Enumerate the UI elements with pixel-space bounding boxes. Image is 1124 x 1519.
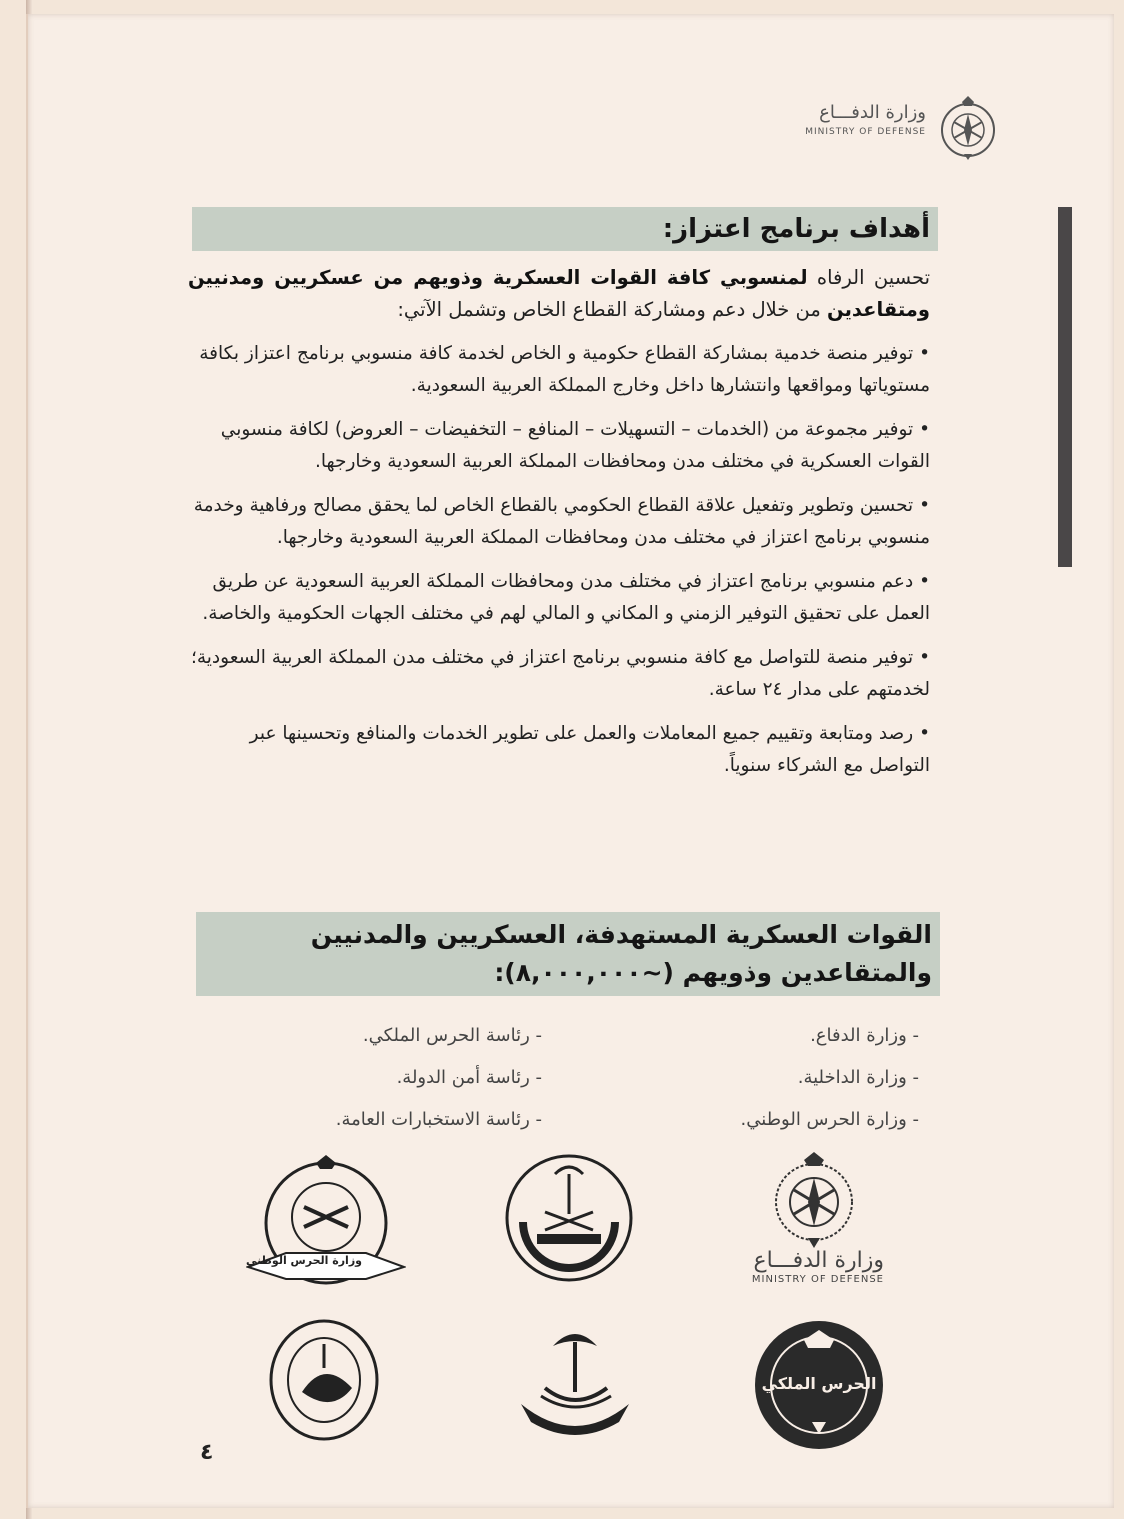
goal-item: • توفير منصة للتواصل مع كافة منسوبي برنامج اعتزاز في مختلف مدن المملكة العربية السعودية؛ لخدمتهم على مدار ٢٤ ساعة.	[188, 642, 930, 706]
entity-item: - رئاسة الحرس الملكي.	[242, 1015, 542, 1057]
section-goals-heading	[192, 207, 938, 251]
goal-item: • دعم منسوبي برنامج اعتزاز في مختلف مدن ومحافظات المملكة العربية السعودية عن طريق العمل على تحقيق التوفير الزمني و المكاني و المالي لهم في مختلف الجهات الحكومية والخاصة.	[188, 566, 930, 630]
entity-item: - وزارة الحرس الوطني.	[619, 1099, 919, 1141]
general-intelligence-logo	[268, 1318, 380, 1442]
royal-guard-logo-text: الحرس الملكي	[761, 1374, 877, 1393]
ministry-of-defense-logo	[748, 1150, 898, 1290]
goal-item: • توفير مجموعة من (الخدمات – التسهيلات – المنافع – التخفيضات – العروض) لكافة منسوبي القوات العسكرية في مختلف مدن ومحافظات المملكة العربية السعودية وخارجها.	[188, 414, 930, 478]
page-number: ٤	[200, 1440, 214, 1465]
mod-logo-english: MINISTRY OF DEFENSE	[751, 1274, 884, 1285]
ministry-of-defense-emblem-icon	[748, 1150, 898, 1250]
entity-item: - رئاسة الاستخبارات العامة.	[242, 1099, 542, 1141]
state-security-logo	[515, 1322, 635, 1442]
target-forces-title-line2: والمتقاعدين وذويهم (~٨,٠٠٠,٠٠٠):	[494, 958, 932, 987]
header-ministry-arabic: وزارة الدفـــاع	[819, 102, 926, 123]
header-logo	[804, 92, 1004, 172]
general-intelligence-emblem-icon	[268, 1318, 380, 1442]
national-guard-logo-text: وزارة الحرس الوطني	[245, 1254, 362, 1267]
interior-emblem-icon	[503, 1152, 635, 1284]
intro-text-1: تحسين الرفاه	[807, 266, 931, 289]
goal-item: • توفير منصة خدمية بمشاركة القطاع حكومية و الخاص لخدمة كافة منسوبي برنامج اعتزاز بكافة مستوياتها ومواقعها وانتشارها داخل وخارج المملكة العربية السعودية.	[188, 338, 930, 402]
entities-presidencies-list	[242, 1015, 542, 1141]
palm-swords-emblem-icon	[515, 1322, 635, 1442]
goals-intro-paragraph	[188, 262, 930, 326]
side-accent-bar	[1058, 207, 1072, 567]
royal-guard-logo	[752, 1318, 886, 1452]
goals-list	[188, 338, 930, 794]
entity-item: - وزارة الدفاع.	[619, 1015, 919, 1057]
section-target-forces-heading	[196, 912, 940, 996]
section-goals-title: أهداف برنامج اعتزاز:	[662, 214, 930, 244]
ministry-of-interior-logo	[503, 1152, 635, 1284]
mod-logo-arabic: وزارة الدفـــاع	[753, 1248, 884, 1273]
entities-ministries-list	[619, 1015, 919, 1141]
entity-item: - وزارة الداخلية.	[619, 1057, 919, 1099]
goal-item: • رصد ومتابعة وتقييم جميع المعاملات والعمل على تطوير الخدمات والمنافع وتحسينها عبر التواصل مع الشركاء سنوياً.	[188, 718, 930, 782]
national-guard-emblem-icon	[246, 1155, 406, 1290]
intro-bold-text: لمنسوبي كافة القوات العسكرية وذويهم من عسكريين ومدنيين ومتقاعدين	[188, 266, 930, 321]
entity-item: - رئاسة أمن الدولة.	[242, 1057, 542, 1099]
goal-item: • تحسين وتطوير وتفعيل علاقة القطاع الحكومي بالقطاع الخاص لما يحقق مصالح ورفاهية وخدمة منسوبي برنامج اعتزاز في مختلف مدن ومحافظات المملكة العربية السعودية وخارجها.	[188, 490, 930, 554]
header-ministry-english: MINISTRY OF DEFENSE	[805, 127, 926, 137]
target-forces-title-line1: القوات العسكرية المستهدفة، العسكريين والمدنيين	[310, 920, 932, 949]
ministry-of-defense-emblem-icon	[932, 92, 1004, 164]
national-guard-logo	[246, 1155, 406, 1290]
intro-text-2: من خلال دعم ومشاركة القطاع الخاص وتشمل الآتي:	[397, 298, 828, 321]
